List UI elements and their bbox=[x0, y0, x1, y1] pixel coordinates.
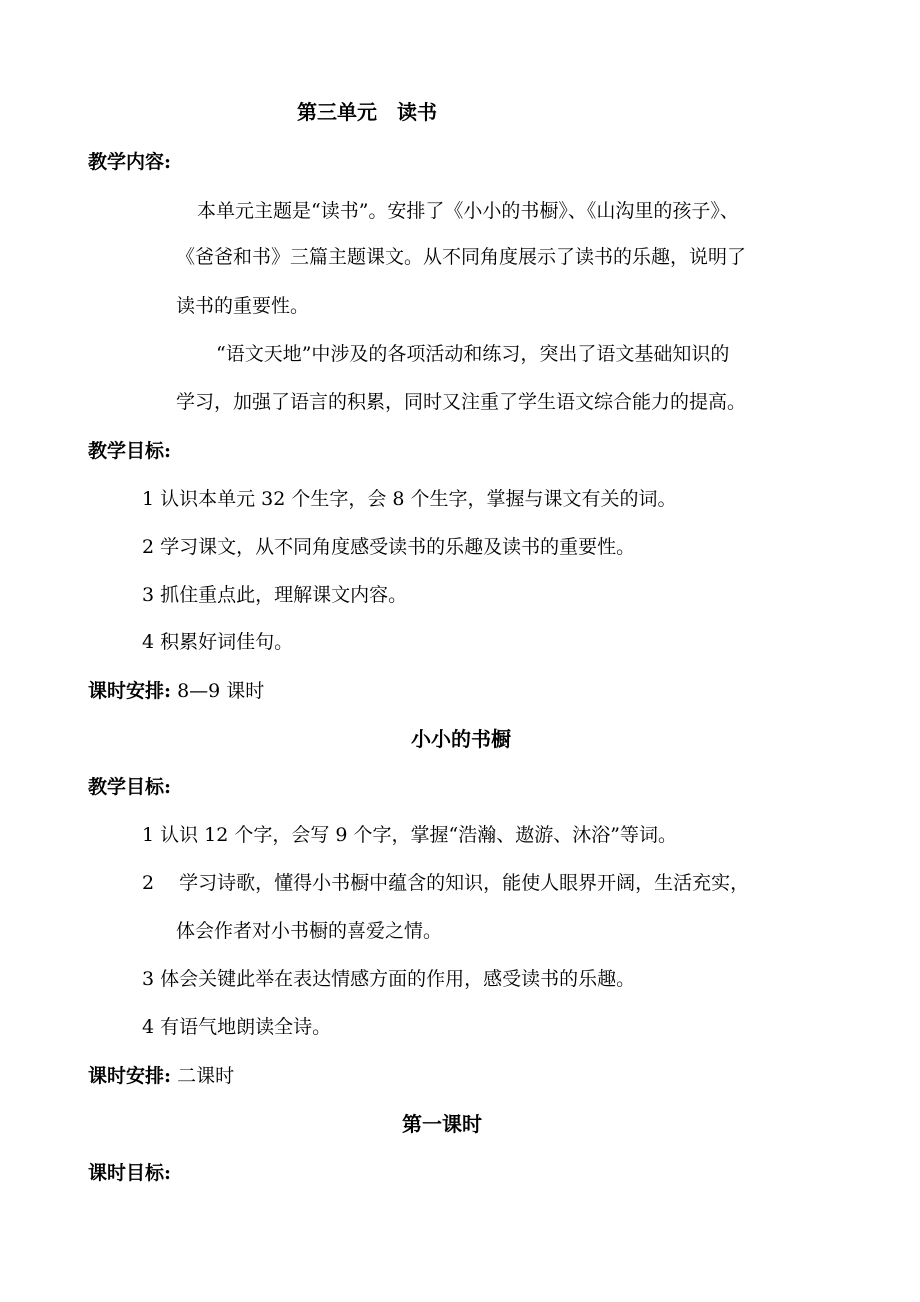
lesson-goal-2: 2 学习诗歌，懂得小书橱中蕴含的知识，能使人眼界开阔，生活充实， bbox=[142, 872, 750, 894]
unit-schedule bbox=[88, 678, 264, 704]
unit-title: 第三单元 读书 bbox=[297, 100, 437, 124]
lesson-schedule bbox=[88, 1063, 234, 1089]
lesson-goal-1: 1 认识 12 个字，会写 9 个字，掌握“浩瀚、遨游、沐浴”等词。 bbox=[142, 824, 677, 846]
lesson-goal-2-continued: 体会作者对小书橱的喜爱之情。 bbox=[176, 920, 443, 942]
lesson-schedule-label: 课时安排: bbox=[88, 1065, 172, 1087]
period-goals-label: 课时目标: bbox=[88, 1162, 172, 1184]
unit-schedule-value: 8—9 课时 bbox=[177, 680, 265, 702]
unit-goal-2: 2 学习课文，从不同角度感受读书的乐趣及读书的重要性。 bbox=[142, 536, 636, 558]
lesson-goal-3: 3 体会关键此举在表达情感方面的作用，感受读书的乐趣。 bbox=[142, 968, 636, 990]
lesson-schedule-value: 二课时 bbox=[177, 1065, 235, 1087]
lesson-goal-4: 4 有语气地朗读全诗。 bbox=[142, 1016, 332, 1038]
unit-content-label: 教学内容: bbox=[88, 151, 172, 173]
unit-content-line-3: 读书的重要性。 bbox=[176, 295, 310, 317]
lesson-title: 小小的书橱 bbox=[411, 727, 511, 751]
period-title: 第一课时 bbox=[402, 1112, 482, 1136]
unit-content-line-5: 学习，加强了语言的积累，同时又注重了学生语文综合能力的提高。 bbox=[176, 391, 747, 413]
unit-goal-3: 3 抓住重点此，理解课文内容。 bbox=[142, 584, 408, 606]
lesson-goals-label: 教学目标: bbox=[88, 776, 172, 798]
unit-content-line-1: 本单元主题是“读书”。安排了《小小的书橱》、《山沟里的孩子》、 bbox=[197, 200, 739, 222]
unit-schedule-label: 课时安排: bbox=[88, 680, 172, 702]
unit-goal-1: 1 认识本单元 32 个生字，会 8 个生字，掌握与课文有关的词。 bbox=[142, 488, 677, 510]
unit-goals-label: 教学目标: bbox=[88, 440, 172, 462]
unit-content-line-2: 《爸爸和书》三篇主题课文。从不同角度展示了读书的乐趣，说明了 bbox=[176, 246, 747, 268]
unit-goal-4: 4 积累好词佳句。 bbox=[142, 631, 294, 653]
unit-content-line-4: “语文天地”中涉及的各项活动和练习，突出了语文基础知识的 bbox=[216, 343, 730, 365]
